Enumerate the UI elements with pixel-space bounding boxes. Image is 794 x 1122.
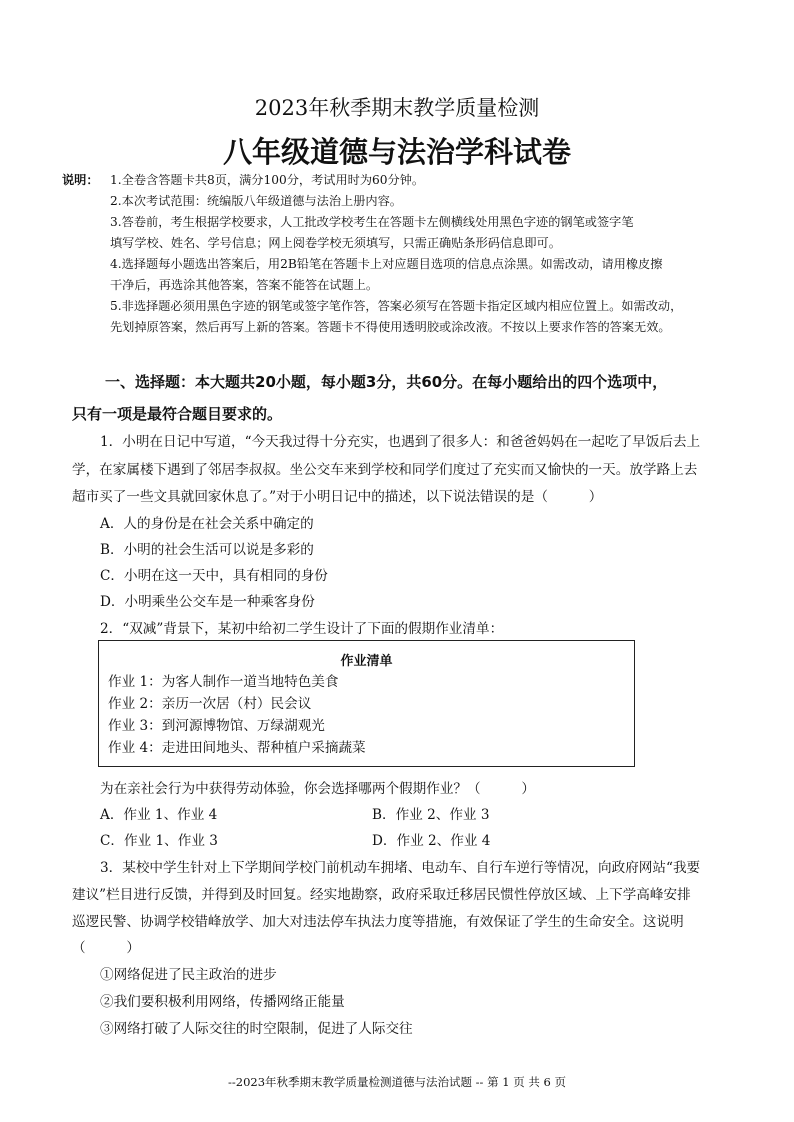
- q1-option-a: A．人的身份是在社会关系中确定的: [100, 516, 314, 532]
- homework-item-1: 作业 1：为客人制作一道当地特色美食: [108, 674, 339, 690]
- exam-title: 2023年秋季期末教学质量检测: [254, 96, 540, 120]
- exam-subject-title: 八年级道德与法治学科试卷: [222, 135, 571, 169]
- q3-statement-2: ②我们要积极利用网络，传播网络正能量: [100, 994, 345, 1010]
- homework-item-3: 作业 3：到河源博物馆、万绿湖观光: [108, 718, 325, 734]
- note-line-5: 4.选择题每小题选出答案后，用2B铅笔在答题卡上对应题目选项的信息点涂黑。如需改动，请用橡皮擦: [110, 257, 663, 271]
- page-footer: --2023年秋季期末教学质量检测道德与法治试题 -- 第 1 页 共 6 页: [227, 1075, 567, 1089]
- q1-option-c: C．小明在这一天中，具有相同的身份: [100, 568, 328, 584]
- q3-stem-line-1: 3．某校中学生针对上下学期间学校门前机动车拥堵、电动车、自行车逆行等情况，向政府网站“我要: [100, 860, 701, 876]
- notes-label: 说明：: [62, 173, 99, 187]
- note-line-8: 先划掉原答案，然后再写上新的答案。答题卡不得使用透明胶或涂改液。不按以上要求作答的答案无效。: [110, 320, 671, 334]
- q1-stem-line-2: 学，在家属楼下遇到了邻居李叔叔。坐公交车来到学校和同学们度过了充实而又愉快的一天。放学路上去: [72, 462, 698, 478]
- note-line-1: 1.全卷含答题卡共8页，满分100分，考试用时为60分钟。: [110, 173, 425, 187]
- q2-option-b: B．作业 2、作业 3: [372, 807, 490, 823]
- homework-item-4: 作业 4：走进田间地头、帮种植户采摘蔬菜: [108, 740, 366, 756]
- q3-stem-line-2: 建议”栏目进行反馈，并得到及时回复。经实地勘察，政府采取迁移居民惯性停放区域、上下学高峰安排: [72, 887, 691, 903]
- q2-stem: 2．“双减”背景下，某初中给初二学生设计了下面的假期作业清单：: [100, 621, 504, 637]
- q2-option-a: A．作业 1、作业 4: [100, 807, 218, 823]
- q1-option-d: D．小明乘坐公交车是一种乘客身份: [100, 594, 315, 610]
- note-line-6: 干净后，再选涂其他答案，答案不能答在试题上。: [110, 278, 379, 292]
- q3-stem-line-3: 巡逻民警、协调学校错峰放学、加大对违法停车执法力度等措施，有效保证了学生的生命安全。这说明: [72, 914, 684, 930]
- q2-option-d: D．作业 2、作业 4: [372, 833, 491, 849]
- q1-stem-line-1: 1．小明在日记中写道，“今天我过得十分充实，也遇到了很多人：和爸爸妈妈在一起吃了早饭后去上: [100, 434, 701, 450]
- section-heading-line-1: 一、选择题：本大题共20小题，每小题3分，共60分。在每小题给出的四个选项中，: [105, 373, 668, 391]
- q3-statement-3: ③网络打破了人际交往的时空限制，促进了人际交往: [100, 1021, 413, 1037]
- note-line-7: 5.非选择题必须用黑色字迹的钢笔或签字笔作答，答案必须写在答题卡指定区域内相应位置上。如需改动，: [110, 299, 683, 313]
- q2-option-c: C．作业 1、作业 3: [100, 833, 218, 849]
- q3-statement-1: ①网络促进了民主政治的进步: [100, 967, 277, 983]
- homework-item-2: 作业 2：亲历一次居（村）民会议: [108, 696, 312, 712]
- q1-option-b: B．小明的社会生活可以说是多彩的: [100, 542, 314, 558]
- q1-stem-line-3: 超市买了一些文具就回家休息了。”对于小明日记中的描述，以下说法错误的是（ ）: [72, 489, 603, 505]
- section-heading-line-2: 只有一项是最符合题目要求的。: [72, 405, 283, 423]
- note-line-2: 2.本次考试范围：统编版八年级道德与法治上册内容。: [110, 194, 402, 208]
- homework-list-title: 作业清单: [340, 654, 393, 669]
- q2-question: 为在亲社会行为中获得劳动体验，你会选择哪两个假期作业？（ ）: [100, 781, 535, 797]
- q3-stem-line-4: （ ）: [72, 940, 140, 956]
- note-line-4: 填写学校、姓名、学号信息；网上阅卷学校无须填写，只需正确贴条形码信息即可。: [110, 236, 561, 250]
- note-line-3: 3.答卷前，考生根据学校要求，人工批改学校考生在答题卡左侧横线处用黑色字迹的钢笔或签字笔: [110, 215, 634, 229]
